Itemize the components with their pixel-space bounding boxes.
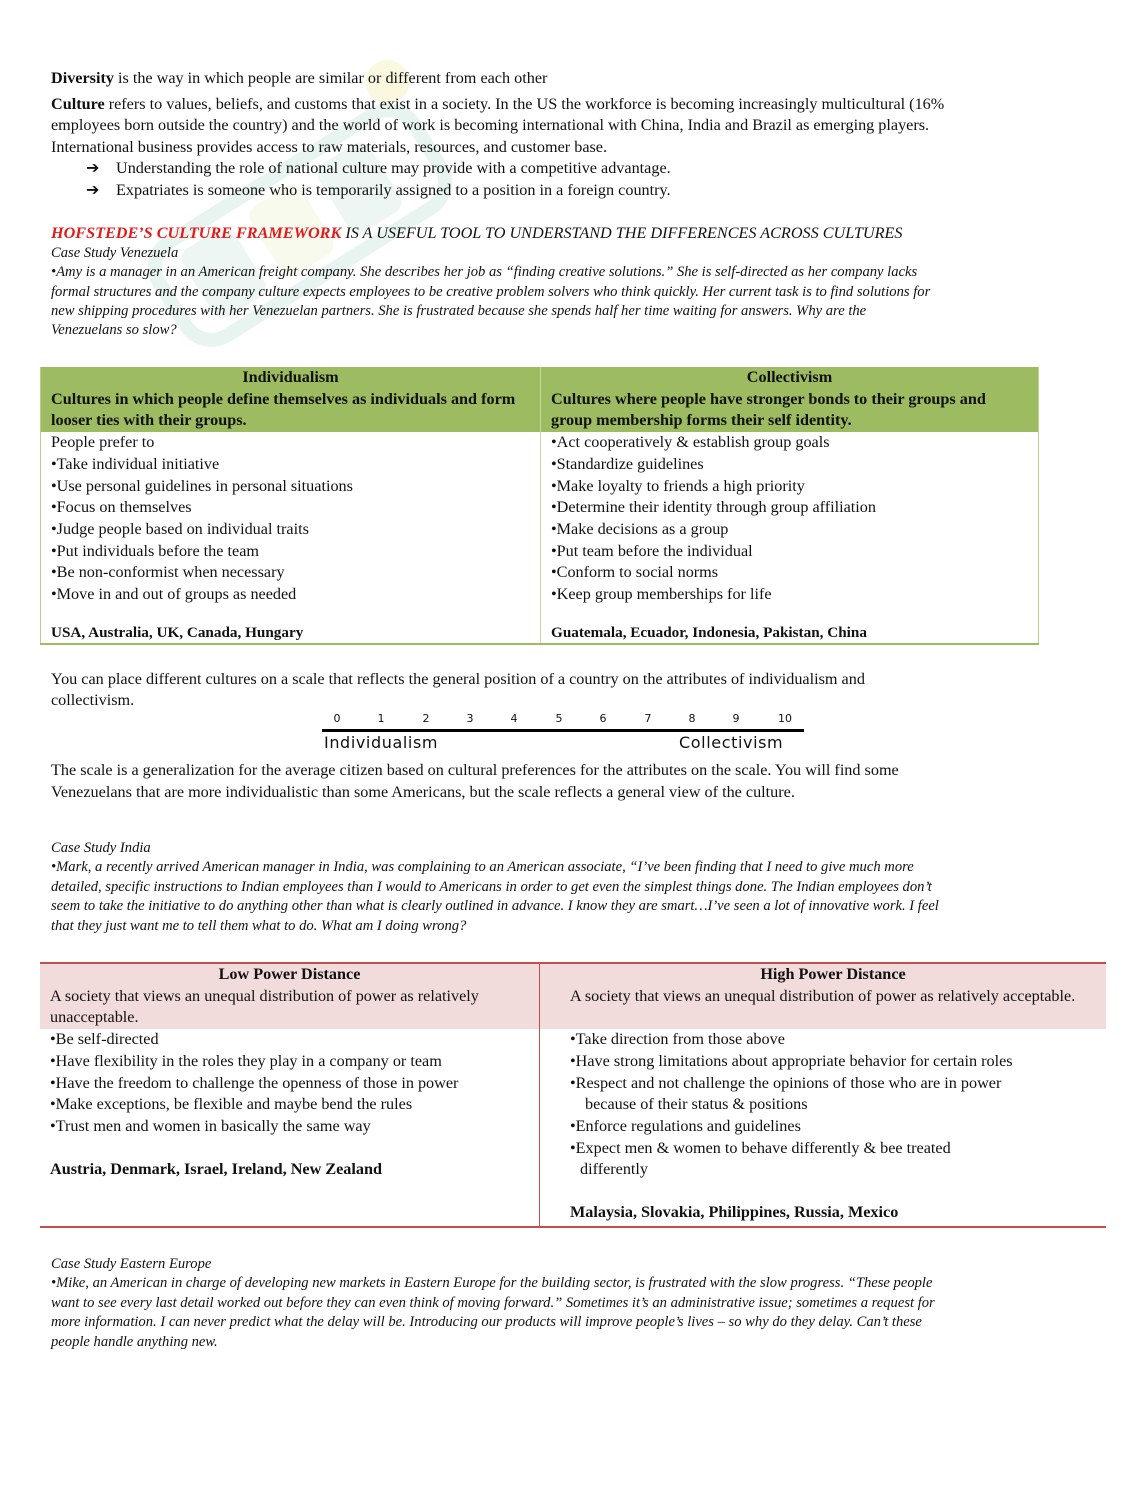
collectivism-header: Collectivism Cultures where people have stronger bonds to their groups and group membership forms their self identity.	[541, 367, 1039, 432]
hofstede-heading: HOFSTEDE’S CULTURE FRAMEWORK IS A USEFUL TOOL TO UNDERSTAND THE DIFFERENCES ACROSS CULTURES	[51, 224, 903, 242]
case-india-line: •Mark, a recently arrived American manager in India, was complaining to an American associate, “I’ve been finding that I need to give much more	[51, 859, 914, 875]
case-europe-line: want to see every last detail worked out before they can even think of moving forward.” Sometimes it’s an administrative issue; sometimes a request for	[51, 1295, 935, 1311]
right-arrow-icon: ➔	[86, 180, 100, 199]
individualism-list: People prefer to •Take individual initiative •Use personal guidelines in personal situations •Focus on themselves •Judge people based on individual traits •Put individuals before the team •Be non-conformist when necessary •Move in and out of groups as needed USA, Australia, UK, Canada, Hungary	[41, 432, 541, 644]
list-item: •Conform to social norms	[551, 563, 719, 582]
diversity-definition: Diversity is the way in which people are similar or different from each other	[51, 69, 548, 87]
list-item: •Expect men & women to behave differently & bee treated	[570, 1138, 951, 1157]
case-venezuela-line: formal structures and the company culture expects employees to be creative problem solvers who think quickly. Her current task is to find solutions for	[51, 284, 931, 300]
high-power-header: High Power Distance A society that views an unequal distribution of power as relatively acceptable.	[540, 963, 1107, 1029]
list-item: •Make loyalty to friends a high priority	[551, 476, 805, 495]
scale-tick: 7	[644, 712, 652, 725]
list-item: •Put team before the individual	[551, 541, 753, 560]
scale-tick: 4	[510, 712, 518, 725]
case-venezuela-line: new shipping procedures with her Venezuelan partners. She is frustrated because she spends half her time waiting for answers. Why are the	[51, 303, 867, 319]
case-europe-line: •Mike, an American in charge of developing new markets in Eastern Europe for the building sector, is frustrated with the slow progress. “These people	[51, 1275, 933, 1291]
low-power-list	[40, 1029, 540, 1227]
individualism-collectivism-scale	[322, 712, 804, 756]
scale-note-line2: Venezuelans that are more individualistic than some Americans, but the scale reflects a general view of the culture.	[51, 783, 795, 801]
culture-term: Culture	[51, 95, 105, 113]
list-item: •Act cooperatively & establish group goals	[551, 433, 830, 452]
high-power-list	[540, 1029, 1107, 1227]
list-item-continued: differently	[580, 1160, 649, 1179]
scale-tick: 3	[466, 712, 474, 725]
arrow-bullet-1: ➔ Understanding the role of national culture may provide with a competitive advantage.	[86, 158, 671, 177]
list-item: •Focus on themselves	[51, 498, 192, 517]
case-venezuela-line: •Amy is a manager in an American freight company. She describes her job as “finding creative solutions.” She is self-directed as her company lacks	[51, 264, 918, 280]
scale-tick: 10	[778, 712, 792, 725]
case-india-line: that they just want me to tell them what to do. What am I doing wrong?	[51, 918, 467, 934]
scale-tick: 5	[555, 712, 563, 725]
collectivism-countries: Guatemala, Ecuador, Indonesia, Pakistan, China	[551, 623, 867, 641]
list-item: •Move in and out of groups as needed	[51, 585, 297, 604]
individualism-countries: USA, Australia, UK, Canada, Hungary	[51, 623, 304, 641]
list-item: •Make exceptions, be flexible and maybe bend the rules	[50, 1095, 413, 1114]
list-item: •Have flexibility in the roles they play in a company or team	[50, 1051, 442, 1070]
list-item: •Enforce regulations and guidelines	[570, 1116, 801, 1135]
case-venezuela-line: Venezuelans so slow?	[51, 322, 177, 338]
scale-tick: 0	[333, 712, 341, 725]
list-item: •Trust men and women in basically the same way	[50, 1116, 371, 1135]
list-item: •Make decisions as a group	[551, 519, 729, 538]
list-item: •Take direction from those above	[570, 1030, 785, 1049]
scale-intro-line2: collectivism.	[51, 691, 135, 709]
diversity-term: Diversity	[51, 69, 114, 87]
collectivism-list	[541, 432, 1039, 644]
culture-definition-line3: International business provides access to raw materials, resources, and customer base.	[51, 138, 608, 156]
list-item: •Be self-directed	[50, 1030, 159, 1049]
case-india-line: detailed, specific instructions to Indian employees than I would to Americans in order to get even the simplest things done. The Indian employees don’t	[51, 879, 932, 895]
scale-tick: 9	[732, 712, 740, 725]
low-power-header: Low Power Distance A society that views an unequal distribution of power as relatively unacceptable.	[40, 963, 540, 1029]
individualism-collectivism-table	[40, 367, 1039, 645]
case-europe-line: people handle anything new.	[51, 1334, 218, 1350]
power-distance-table	[40, 962, 1106, 1228]
right-arrow-icon: ➔	[86, 158, 100, 177]
scale-tick: 1	[377, 712, 385, 725]
scale-note-line1: The scale is a generalization for the average citizen based on cultural preferences for the attributes on the scale. You will find some	[51, 761, 899, 779]
low-power-countries: Austria, Denmark, Israel, Ireland, New Zealand	[50, 1159, 382, 1178]
scale-label-individualism: Individualism	[324, 733, 439, 752]
list-item: •Standardize guidelines	[551, 454, 704, 473]
culture-definition-line2: employees born outside the country) and the world of work is becoming international with China, India and Brazil as emerging players.	[51, 116, 930, 134]
scale-tick: 2	[422, 712, 430, 725]
scale-label-collectivism: Collectivism	[679, 733, 784, 752]
case-venezuela-title: Case Study Venezuela	[51, 245, 179, 261]
individualism-header: Individualism Cultures in which people define themselves as individuals and form looser ties with their groups.	[41, 367, 541, 432]
list-item: •Be non-conformist when necessary	[51, 563, 285, 582]
scale-tick: 6	[599, 712, 607, 725]
list-item: •Keep group memberships for life	[551, 585, 772, 604]
culture-definition: Culture refers to values, beliefs, and customs that exist in a society. In the US the workforce is becoming increasingly multicultural (16%	[51, 95, 945, 113]
scale-bar	[322, 729, 804, 732]
list-item: •Put individuals before the team	[51, 541, 259, 560]
scale-tick: 8	[688, 712, 696, 725]
list-item: •Have strong limitations about appropriate behavior for certain roles	[570, 1051, 1013, 1070]
case-india-title: Case Study India	[51, 840, 151, 856]
list-item: •Determine their identity through group affiliation	[551, 498, 876, 517]
list-item-continued: because of their status & positions	[585, 1095, 808, 1114]
list-item: •Take individual initiative	[51, 454, 220, 473]
high-power-countries: Malaysia, Slovakia, Philippines, Russia, Mexico	[570, 1203, 899, 1222]
case-india-line: seem to take the initiative to do anything other than what is clearly outlined in advance. I know they are smart…I’ve seen a lot of innovative work. I feel	[51, 898, 939, 914]
list-item: •Respect and not challenge the opinions of those who are in power	[570, 1073, 1002, 1092]
arrow-bullet-2: ➔ Expatriates is someone who is temporarily assigned to a position in a foreign country.	[86, 180, 671, 199]
case-europe-title: Case Study Eastern Europe	[51, 1256, 212, 1272]
list-item: •Have the freedom to challenge the openness of those in power	[50, 1073, 459, 1092]
scale-intro-line1: You can place different cultures on a scale that reflects the general position of a country on the attributes of individualism and	[51, 670, 865, 688]
case-europe-line: more information. I can never predict what the delay will be. Introducing our products will improve people’s lives – so why do they delay. Can’t these	[51, 1314, 922, 1330]
list-item: •Judge people based on individual traits	[51, 519, 309, 538]
list-item: •Use personal guidelines in personal situations	[51, 476, 353, 495]
